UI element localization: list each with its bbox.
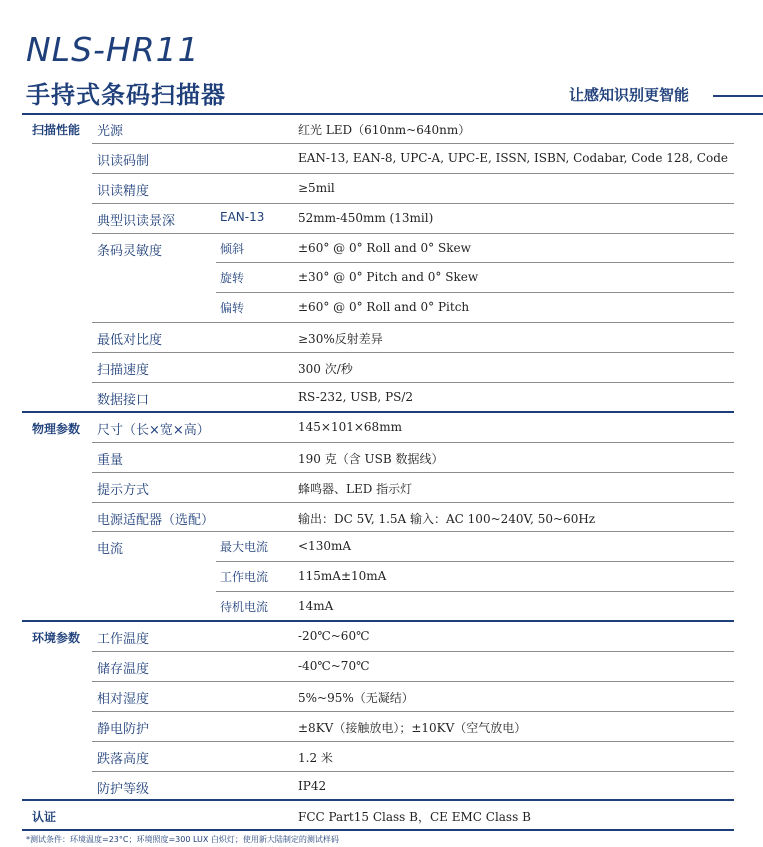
category-label: 物理参数 bbox=[32, 421, 81, 436]
subitem-label: 偏转 bbox=[220, 301, 245, 316]
item-label: 数据接口 bbox=[97, 393, 150, 409]
spec-value: <130mA bbox=[298, 539, 352, 554]
spec-value: 蜂鸣器、LED 指示灯 bbox=[298, 481, 413, 496]
row-divider bbox=[22, 829, 734, 831]
item-label: 提示方式 bbox=[97, 482, 150, 498]
spec-row bbox=[22, 204, 734, 234]
subitem-label: 倾斜 bbox=[220, 241, 245, 256]
spec-value: ±30° @ 0° Pitch and 0° Skew bbox=[298, 270, 479, 285]
spec-value: ≥5mil bbox=[298, 180, 335, 195]
item-label: 跌落高度 bbox=[97, 751, 150, 767]
spec-value: 190 克（含 USB 数据线） bbox=[298, 451, 444, 466]
spec-row bbox=[22, 562, 734, 592]
spec-row bbox=[22, 263, 734, 293]
item-label: 电源适配器（选配） bbox=[97, 512, 215, 528]
spec-row bbox=[22, 234, 734, 264]
spec-row bbox=[22, 443, 734, 473]
item-label: 静电防护 bbox=[97, 721, 150, 737]
subitem-label: 旋转 bbox=[220, 271, 245, 286]
spec-value: EAN-13, EAN-8, UPC-A, UPC-E, ISSN, ISBN, Codabar, Code 128, Code bbox=[298, 150, 728, 165]
spec-row bbox=[22, 592, 734, 622]
spec-row bbox=[22, 174, 734, 204]
spec-row bbox=[22, 622, 734, 652]
spec-value: -20℃~60℃ bbox=[298, 629, 370, 644]
item-label: 识读码制 bbox=[97, 153, 150, 169]
spec-row bbox=[22, 413, 734, 443]
slogan-line bbox=[713, 95, 763, 97]
spec-row bbox=[22, 682, 734, 712]
item-label: 条码灵敏度 bbox=[97, 243, 163, 259]
spec-table bbox=[22, 114, 734, 831]
spec-row bbox=[22, 772, 734, 802]
spec-row bbox=[22, 144, 734, 174]
item-label: 储存温度 bbox=[97, 662, 150, 678]
spec-value: 输出：DC 5V, 1.5A 输入：AC 100~240V, 50~60Hz bbox=[298, 511, 596, 526]
item-label: 工作温度 bbox=[97, 632, 150, 648]
spec-value: ±8KV（接触放电）；±10KV（空气放电） bbox=[298, 720, 527, 735]
spec-value: FCC Part15 Class B，CE EMC Class B bbox=[298, 810, 531, 825]
spec-row bbox=[22, 323, 734, 353]
spec-row bbox=[22, 293, 734, 323]
spec-value: 52mm-450mm (13mil) bbox=[298, 210, 434, 225]
spec-value: 红光 LED（610nm~640nm） bbox=[298, 123, 471, 137]
subitem-label: EAN-13 bbox=[220, 209, 265, 224]
spec-value: ≥30%反射差异 bbox=[298, 332, 383, 347]
spec-value: IP42 bbox=[298, 778, 327, 793]
item-label: 典型识读景深 bbox=[97, 213, 176, 229]
category-label: 认证 bbox=[32, 810, 57, 825]
spec-value: 5%~95%（无凝结） bbox=[298, 690, 414, 705]
spec-row bbox=[22, 473, 734, 503]
item-label: 光源 bbox=[97, 124, 124, 139]
item-label: 相对湿度 bbox=[97, 691, 150, 707]
spec-row bbox=[22, 712, 734, 742]
item-label: 电流 bbox=[97, 542, 124, 558]
spec-value: 115mA±10mA bbox=[298, 569, 387, 584]
spec-row bbox=[22, 742, 734, 772]
spec-value: 14mA bbox=[298, 599, 334, 614]
item-label: 识读精度 bbox=[97, 183, 150, 199]
product-subtitle: 手持式条码扫描器 bbox=[26, 81, 226, 109]
spec-value: ±60° @ 0° Roll and 0° Skew bbox=[298, 240, 471, 255]
item-label: 最低对比度 bbox=[97, 333, 163, 349]
spec-value: RS-232, USB, PS/2 bbox=[298, 390, 414, 405]
spec-row bbox=[22, 353, 734, 383]
spec-row bbox=[22, 383, 734, 413]
spec-value: 145×101×68mm bbox=[298, 419, 402, 434]
spec-row bbox=[22, 801, 734, 831]
model-title: NLS-HR11 bbox=[26, 30, 200, 69]
subitem-label: 待机电流 bbox=[220, 600, 269, 615]
item-label: 防护等级 bbox=[97, 781, 150, 797]
spec-row bbox=[22, 532, 734, 562]
spec-value: 1.2 米 bbox=[298, 750, 333, 765]
item-label: 重量 bbox=[97, 452, 124, 468]
slogan: 让感知识别更智能 bbox=[569, 86, 690, 104]
spec-row bbox=[22, 652, 734, 682]
subitem-label: 最大电流 bbox=[220, 540, 269, 555]
spec-value: 300 次/秒 bbox=[298, 362, 353, 377]
footnote: *测试条件：环境温度=23°C；环境照度=300 LUX 白炽灯；使用新大陆制定的测试样码 bbox=[26, 835, 339, 844]
subitem-label: 工作电流 bbox=[220, 570, 269, 585]
spec-value: ±60° @ 0° Roll and 0° Pitch bbox=[298, 300, 470, 315]
spec-value: -40℃~70℃ bbox=[298, 659, 370, 674]
spec-row bbox=[22, 114, 734, 144]
item-label: 尺寸（长×宽×高） bbox=[97, 422, 210, 438]
category-label: 扫描性能 bbox=[32, 123, 81, 137]
category-label: 环境参数 bbox=[32, 631, 81, 646]
item-label: 扫描速度 bbox=[97, 363, 150, 379]
spec-row bbox=[22, 503, 734, 533]
